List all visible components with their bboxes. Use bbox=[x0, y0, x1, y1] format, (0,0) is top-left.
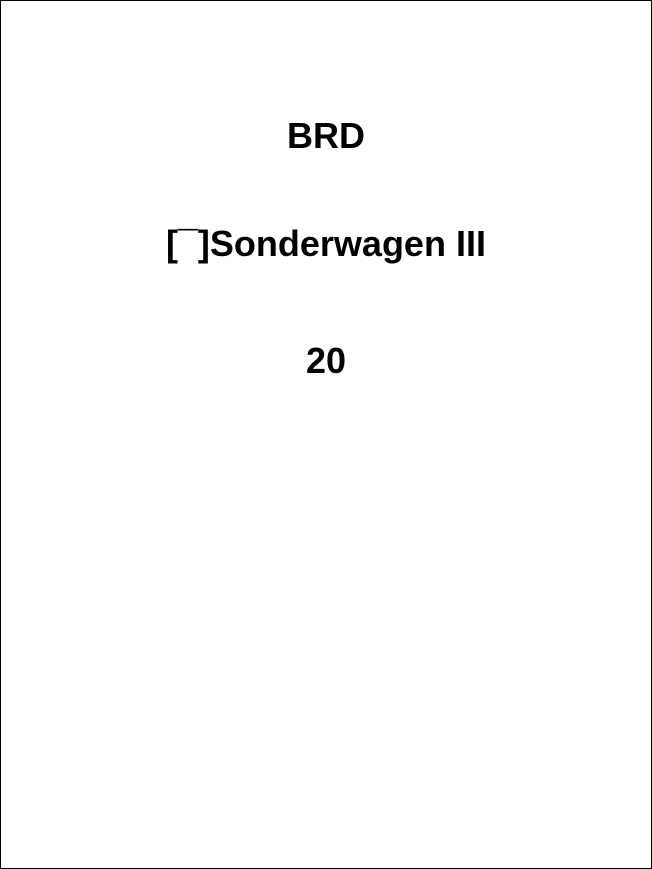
vehicle-name: [¯]Sonderwagen III bbox=[166, 223, 486, 264]
country-label: BRD bbox=[287, 115, 365, 156]
card-number: 20 bbox=[305, 340, 347, 381]
